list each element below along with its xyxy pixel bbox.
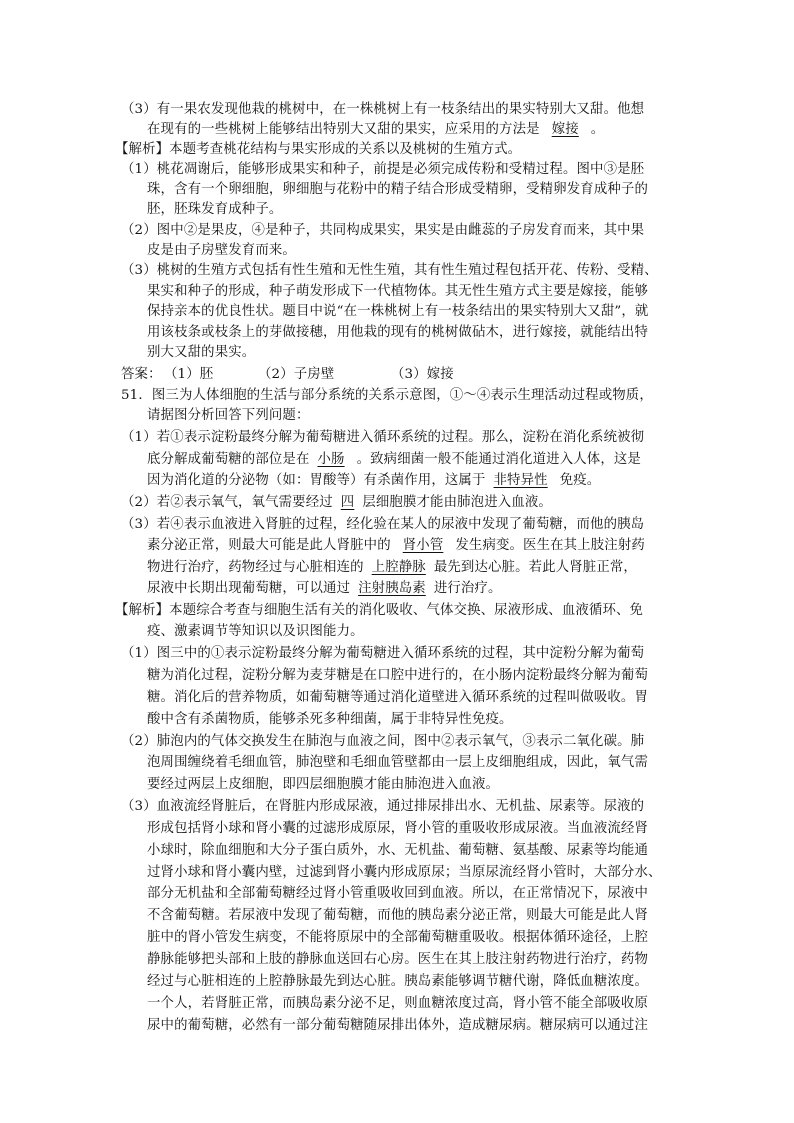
q51-s1-text: 因为消化道的分泌物（如：胃酸等）有杀菌作用，这属于 (147, 473, 486, 488)
analysis-2-p1-line: （1）图三中的①表示淀粉最终分解为葡萄糖进入循环系统的过程，其中淀粉分解为葡萄 (121, 646, 645, 661)
q51-s3-answer-3: 注射胰岛素 (358, 581, 426, 596)
q51-s3-line-2 (147, 536, 645, 556)
analysis-label: 【解析】 (115, 142, 170, 157)
analysis-2-p3-line: 形成包括肾小球和肾小囊的过滤形成原尿，肾小管的重吸收形成尿液。当血液流经肾 (147, 821, 649, 836)
analysis-2-p3-line: 静脉能够把头部和上肢的静脉血送回右心房。医生在其上肢注射药物进行治疗，药物 (147, 952, 649, 967)
analysis-2-p1-line: 糖为消化过程，淀粉分解为麦芽糖是在口腔中进行的，在小肠内淀粉最终分解为葡萄 (147, 668, 649, 683)
q51-s3-line-4 (147, 579, 502, 599)
analysis-2-p3-line: 一个人，若肾脏正常，而胰岛素分泌不足，则血糖浓度过高，肾小管不能全部吸收原 (147, 996, 649, 1011)
q51-s2-text: 层细胞膜才能由肺泡进入血液。 (362, 495, 552, 510)
q3-line-2-text: 在现有的一些桃树上能够结出特别大又甜的果实，应采用的方法是 (147, 122, 540, 137)
q51-s1-answer-1: 小肠 (317, 452, 345, 467)
q51-s2-answer: 四 (340, 495, 355, 510)
q51-s3-answer-1: 肾小管 (402, 538, 444, 553)
q51-s3-line-1: （3）若④表示血液进入肾脏的过程，经化验在某人的尿液中发现了葡萄糖，而他的胰岛 (121, 517, 645, 532)
q51-s3-answer-2: 上腔静脉 (371, 560, 426, 575)
q3-answer: 嫁接 (551, 122, 579, 137)
analysis-1-p1-line: （1）桃花凋谢后，能够形成果实和种子，前提是必须完成传粉和受精过程。图中③是胚 (121, 162, 645, 177)
answer-label: 答案： (121, 367, 162, 382)
analysis-2-p3-line: 经过与心脏相连的上腔静脉最先到达心脏。胰岛素能够调节糖代谢，降低血糖浓度。 (147, 974, 649, 989)
analysis-2-p3-line: （3）血液流经肾脏后，在肾脏内形成尿液，通过排尿排出水、无机盐、尿素等。尿液的 (121, 799, 645, 814)
analysis-1-p2-line: （2）图中②是果皮，④是种子，共同构成果实，果实是由雌蕊的子房发育而来，其中果 (121, 223, 645, 238)
analysis-label: 【解析】 (115, 603, 170, 618)
analysis-1-p3-line: 用该枝条或枝条上的芽做接穗，用他栽的现有的桃树做砧木，进行嫁接，就能结出特 (147, 325, 649, 340)
answer-1: （1）胚 (164, 367, 214, 382)
q3-line-2 (147, 120, 604, 140)
analysis-1-p1-line: 珠，含有一个卵细胞，卵细胞与花粉中的精子结合形成受精卵，受精卵发育成种子的 (147, 182, 649, 197)
q51-s2-line (121, 493, 552, 513)
answer-3: （3）嫁接 (391, 367, 454, 382)
q3-line-1: （3）有一果农发现他栽的桃树中，在一株桃树上有一枝条结出的果实特别大又甜。他想 (121, 102, 645, 117)
q51-stem-line: 请据图分析回答下列问题： (147, 408, 310, 423)
analysis-2-p3-line: 小球时，除血细胞和大分子蛋白质外，水、无机盐、葡萄糖、氨基酸、尿素等均能通 (147, 843, 649, 858)
q51-s3-text: 进行治疗。 (433, 581, 502, 596)
analysis-1-p3-line: 别大又甜的果实。 (147, 345, 256, 360)
analysis-2-p3-line: 脏中的肾小管发生病变，不能将原尿中的全部葡萄糖重吸收。根据体循环途径，上腔 (147, 930, 649, 945)
analysis-2-p3-line: 过肾小球和肾小囊内壁，过滤到肾小囊内形成原尿；当原尿流经肾小管时，大部分水、 (147, 865, 662, 880)
analysis-2-p1-line: 糖。消化后的营养物质，如葡萄糖等通过消化道壁进入循环系统的过程叫做吸收。胃 (147, 690, 649, 705)
answer-2: （2）子房壁 (258, 367, 335, 382)
analysis-2-p2-line: 泡周围缠绕着毛细血管，肺泡壁和毛细血管壁都由一层上皮细胞组成，因此，氧气需 (147, 755, 649, 770)
analysis-2-p2-line: 要经过两层上皮细胞，即四层细胞膜才能由肺泡进入血液。 (147, 777, 500, 792)
analysis-intro: 本题考查桃花结构与果实形成的关系以及桃树的生殖方式。 (169, 142, 522, 157)
q51-s2-text: （2）若②表示氧气，氧气需要经过 (121, 495, 333, 510)
q51-s3-text: 最先到达心脏。若此人肾脏正常， (433, 560, 637, 575)
analysis-intro: 本题综合考查与细胞生活有关的消化吸收、气体交换、尿液形成、血液循环、免 (169, 603, 644, 618)
analysis-2-p3-line: 部分无机盐和全部葡萄糖经过肾小管重吸收回到血液。所以，在正常情况下，尿液中 (147, 886, 649, 901)
q51-s3-text: 素分泌正常，则最大可能是此人肾脏中的 (147, 538, 391, 553)
q51-s1-text: 。致病细菌一般不能通过消化道进入人体，这是 (356, 452, 641, 467)
q51-s3-text: 尿液中长期出现葡萄糖，可以通过 (147, 581, 351, 596)
analysis-1-p3-line: 保持亲本的优良性状。题目中说“在一株桃树上有一枝条结出的果实特别大又甜”，就 (147, 304, 649, 319)
q3-line-2-end: 。 (590, 122, 605, 137)
analysis-1-p1-line: 胚，胚珠发育成种子。 (147, 202, 283, 217)
analysis-2-p1-line: 酸中含有杀菌物质，能够杀死多种细菌，属于非特异性免疫。 (147, 712, 513, 727)
analysis-1-heading (115, 140, 521, 160)
analysis-1-p3-line: （3）桃树的生殖方式包括有性生殖和无性生殖，其有性生殖过程包括开花、传粉、受精、 (121, 263, 658, 278)
q51-s1-text: 底分解成葡萄糖的部位是在 (147, 452, 310, 467)
q51-s3-line-3 (147, 558, 637, 578)
q51-s3-text: 发生病变。医生在其上肢注射药 (455, 538, 645, 553)
analysis-2-intro-line: 疫、激素调节等知识以及识图能力。 (147, 624, 364, 639)
analysis-2-p2-line: （2）肺泡内的气体交换发生在肺泡与血液之间，图中②表示氧气，③表示二氧化碳。肺 (121, 734, 645, 749)
q51-s1-line-2 (147, 450, 641, 470)
q51-s1-line-1: （1）若①表示淀粉最终分解为葡萄糖进入循环系统的过程。那么，淀粉在消化系统被彻 (121, 430, 645, 445)
q51-s3-text: 物进行治疗，药物经过与心脏相连的 (147, 560, 364, 575)
q51-stem-line: 51．图三为人体细胞的生活与部分系统的关系示意图，①～④表示生理活动过程或物质， (121, 388, 653, 403)
analysis-2-p3-line: 不含葡萄糖。若尿液中发现了葡萄糖，而他的胰岛素分泌正常，则最大可能是此人肾 (147, 908, 649, 923)
q51-s1-answer-2: 非特异性 (493, 473, 548, 488)
analysis-1-p3-line: 果实和种子的形成，种子萌发形成下一代植物体。其无性生殖方式主要是嫁接，能够 (147, 284, 649, 299)
analysis-2-heading (115, 601, 643, 621)
analysis-1-p2-line: 皮是由子房壁发育而来。 (147, 243, 296, 258)
q51-s1-text: 免疫。 (559, 473, 601, 488)
analysis-2-p3-line: 尿中的葡萄糖，必然有一部分葡萄糖随尿排出体外，造成糖尿病。糖尿病可以通过注 (147, 1018, 649, 1033)
q51-s1-line-3 (147, 471, 600, 491)
